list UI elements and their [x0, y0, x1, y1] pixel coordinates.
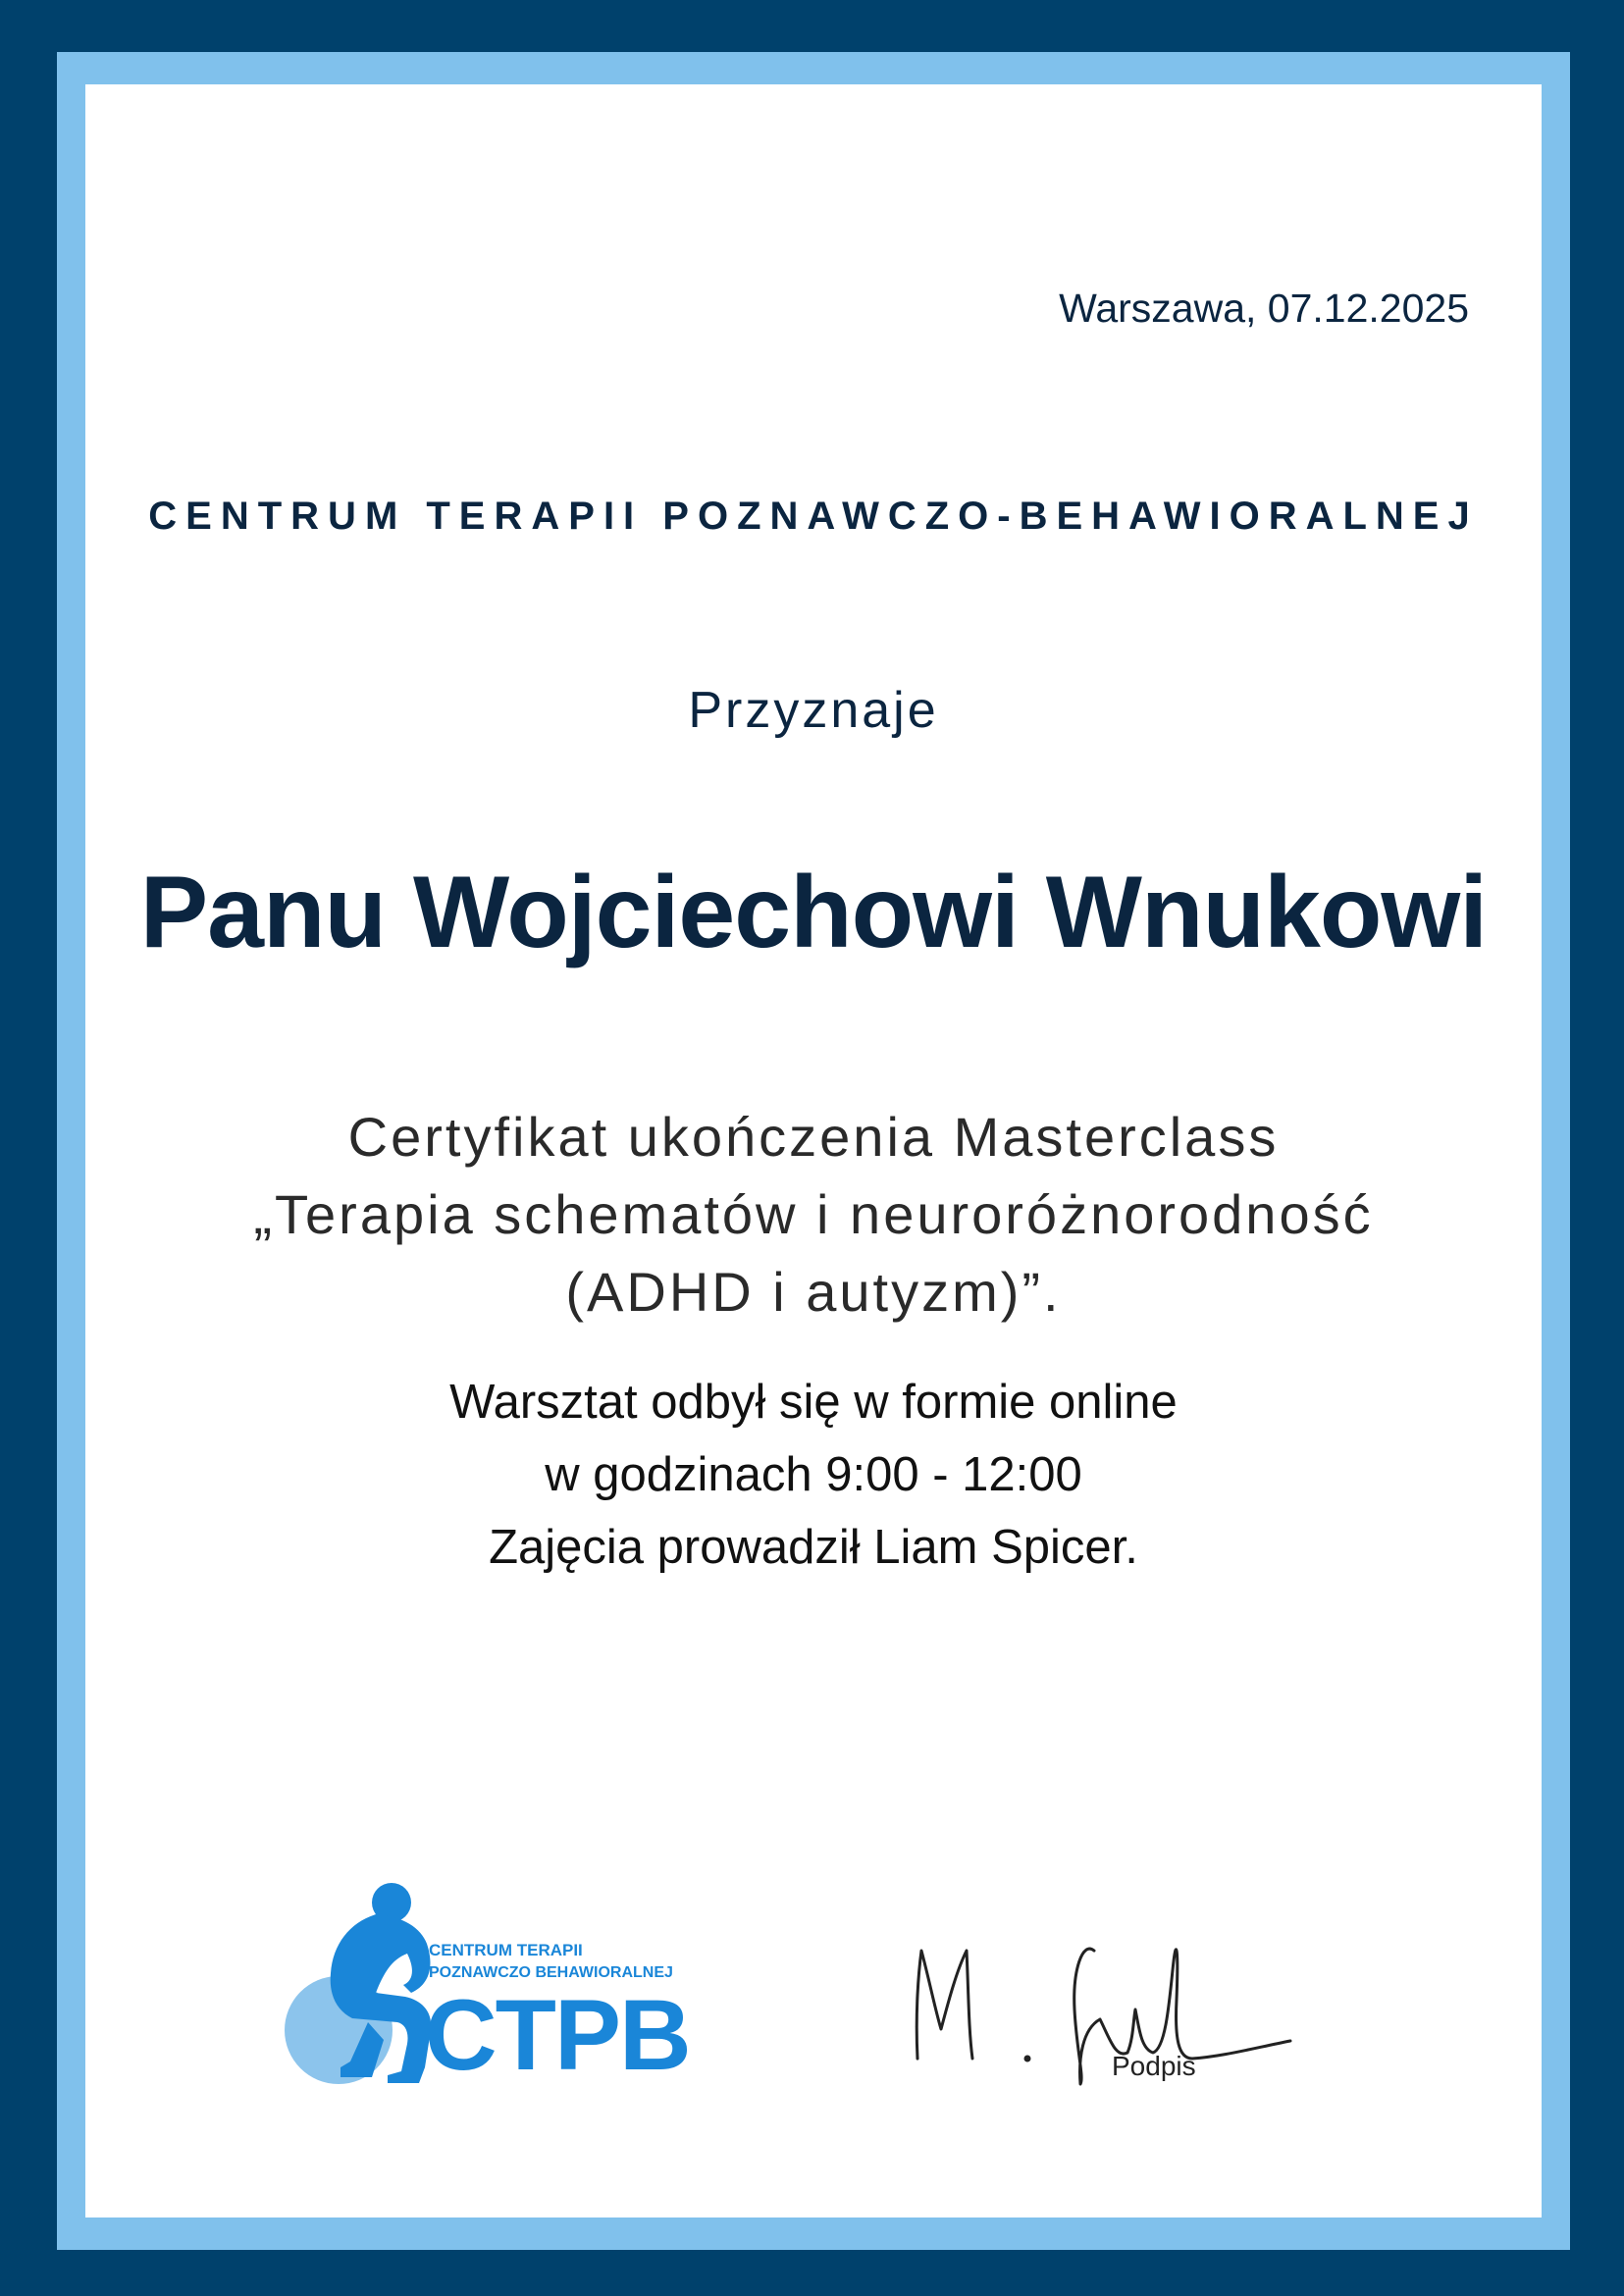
signature-dot	[1025, 2057, 1029, 2061]
certificate-line: „Terapia schematów i neuroróżnorodność	[253, 1183, 1374, 1245]
certificate-title	[85, 1098, 1542, 1331]
detail-line: Zajęcia prowadził Liam Spicer.	[489, 1521, 1138, 1574]
certificate-line: (ADHD i autyzm)”.	[565, 1261, 1062, 1323]
awards-word: Przyznaje	[688, 682, 939, 739]
logo-line2: POZNAWCZO BEHAWIORALNEJ	[429, 1964, 673, 1981]
workshop-details	[85, 1366, 1542, 1584]
signature-initial-stroke	[917, 1951, 972, 2059]
recipient-name: Panu Wojciechowi Wnukowi	[139, 856, 1488, 969]
certificate-page	[85, 84, 1542, 2218]
detail-line: Warsztat odbył się w formie online	[449, 1376, 1178, 1429]
signature-label: Podpis	[1112, 2051, 1196, 2081]
ctpb-logo	[282, 1875, 733, 2091]
logo-line1: CENTRUM TERAPII	[429, 1941, 583, 1959]
place-date: Warszawa, 07.12.2025	[1059, 286, 1469, 331]
logo-acronym: CTPB	[425, 1979, 690, 2091]
detail-line: w godzinach 9:00 - 12:00	[545, 1448, 1082, 1501]
certificate-line: Certyfikat ukończenia Masterclass	[347, 1106, 1280, 1168]
organization-header: CENTRUM TERAPII POZNAWCZO-BEHAWIORALNEJ	[148, 495, 1479, 538]
certificate-frame	[57, 52, 1570, 2250]
